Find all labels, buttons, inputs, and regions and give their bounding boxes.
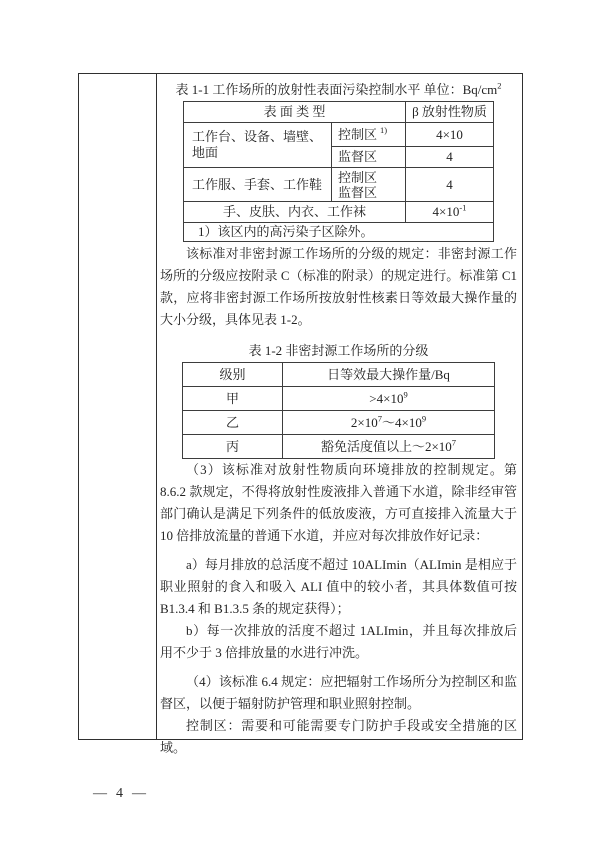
cell-clothing-label: 工作服、手套、工作鞋 xyxy=(183,168,331,202)
cell-clothing-value: 4 xyxy=(406,168,494,202)
table-row xyxy=(183,102,493,123)
page-number xyxy=(93,786,147,802)
table-row xyxy=(183,363,495,387)
cell-supervised-zone: 监督区 xyxy=(331,147,405,168)
para-item-b: b）每一次排放的活度不超过 1ALImin，并且每次排放后用不少于 3 倍排放量的水进行冲洗。 xyxy=(160,623,517,660)
table-1-1-header-surface-type: 表 面 类 型 xyxy=(183,102,405,123)
bing-value-superscript: 7 xyxy=(451,437,457,448)
para-standard-grading: 该标准对非密封源工作场所的分级的规定：非密封源工作场所的分级应按附录 C（标准的附录）的规定进行。标准第 C1 款，应将非密封源工作场所按放射性核素日等效最大操作量的大小分级，具体见表 1-2。 xyxy=(160,246,517,327)
control-zone-text: 控制区 xyxy=(337,126,377,142)
yi-value-text-1: 2×10 xyxy=(350,414,378,430)
table-1-2-caption: 表 1-2 非密封源工作场所的分级 xyxy=(248,343,429,358)
footer-left-dash: — xyxy=(93,786,108,801)
cell-value-bing xyxy=(283,435,495,459)
yi-value-superscript-2: 9 xyxy=(421,413,427,424)
table-1-2-workplace-grading xyxy=(182,362,495,459)
table-1-1-footnote: 1）该区内的高污染子区除外。 xyxy=(183,223,493,242)
table-row xyxy=(183,123,493,147)
cell-skin-label: 手、皮肤、内衣、工作袜 xyxy=(183,202,405,223)
clothing-zone-line2: 监督区 xyxy=(337,184,377,200)
bing-value-text: 豁免活度值以上～2×10 xyxy=(320,438,452,454)
table-row xyxy=(183,435,495,459)
cell-level-bing: 丙 xyxy=(183,435,283,459)
cell-supervised-value: 4 xyxy=(406,147,494,168)
table-1-1-header-beta: β 放射性物质 xyxy=(406,102,494,123)
cell-level-jia: 甲 xyxy=(183,387,283,411)
yi-value-superscript-1: 7 xyxy=(377,413,382,424)
table-1-1-caption-superscript: 2 xyxy=(497,80,502,91)
para-item-3: （3）该标准对放射性物质向环境排放的控制规定。第 8.6.2 款规定，不得将放射性废液排入普通下水道，除非经审管部门确认是满足下列条件的低放废液，方可直接排入流量大于 10 倍排放流量的普通下水道，并应对每次排放作好记录： xyxy=(160,462,517,543)
table-row xyxy=(183,202,493,223)
skin-value-superscript: -1 xyxy=(459,202,467,213)
table-row xyxy=(183,168,493,202)
footnote-ref-superscript: 1) xyxy=(380,125,388,136)
cell-value-yi xyxy=(283,411,495,435)
form-left-column xyxy=(79,74,157,739)
table-row xyxy=(183,387,495,411)
cell-skin-value xyxy=(406,202,494,223)
cell-control-zone xyxy=(331,123,405,147)
clothing-zone-line1: 控制区 xyxy=(337,169,377,185)
form-content-column xyxy=(157,74,522,755)
footer-page-number: 4 xyxy=(116,786,124,801)
jia-value-text: >4×10 xyxy=(369,390,404,406)
table-1-1-caption xyxy=(160,79,517,101)
table-1-2-header-operation: 日等效最大操作量/Bq xyxy=(283,363,495,387)
para-control-zone: 控制区：需要和可能需要专门防护手段或安全措施的区域。 xyxy=(160,718,517,755)
footer-right-dash: — xyxy=(132,786,147,801)
para-item-a: a）每月排放的总活度不超过 10ALImin（ALImin 是相应于职业照射的食入和吸入 ALI 值中的较小者，其具体数值可按 B1.3.4 和 B1.3.5 条的规定获得）； xyxy=(160,557,517,616)
skin-value-text: 4×10 xyxy=(432,204,460,219)
cell-level-yi: 乙 xyxy=(183,411,283,435)
cell-workbench-label: 工作台、设备、墙壁、地面 xyxy=(183,123,331,168)
jia-value-superscript: 9 xyxy=(403,389,408,400)
cell-control-value: 4×10 xyxy=(406,123,494,147)
table-1-2-header-level: 级别 xyxy=(183,363,283,387)
para-item-4: （4）该标准 6.4 规定：应把辐射工作场所分为控制区和监督区，以便于辐射防护管理和职业照射控制。 xyxy=(160,674,517,711)
report-form-frame xyxy=(78,73,523,755)
table-row xyxy=(183,223,493,242)
cell-clothing-zones xyxy=(331,168,405,202)
yi-value-text-2: ～4×10 xyxy=(382,414,422,430)
table-1-1-caption-text: 表 1-1 工作场所的放射性表面污染控制水平 单位：Bq/cm xyxy=(175,82,498,97)
cell-value-jia xyxy=(283,387,495,411)
table-1-1-surface-contamination xyxy=(183,101,494,242)
table-row xyxy=(183,411,495,435)
